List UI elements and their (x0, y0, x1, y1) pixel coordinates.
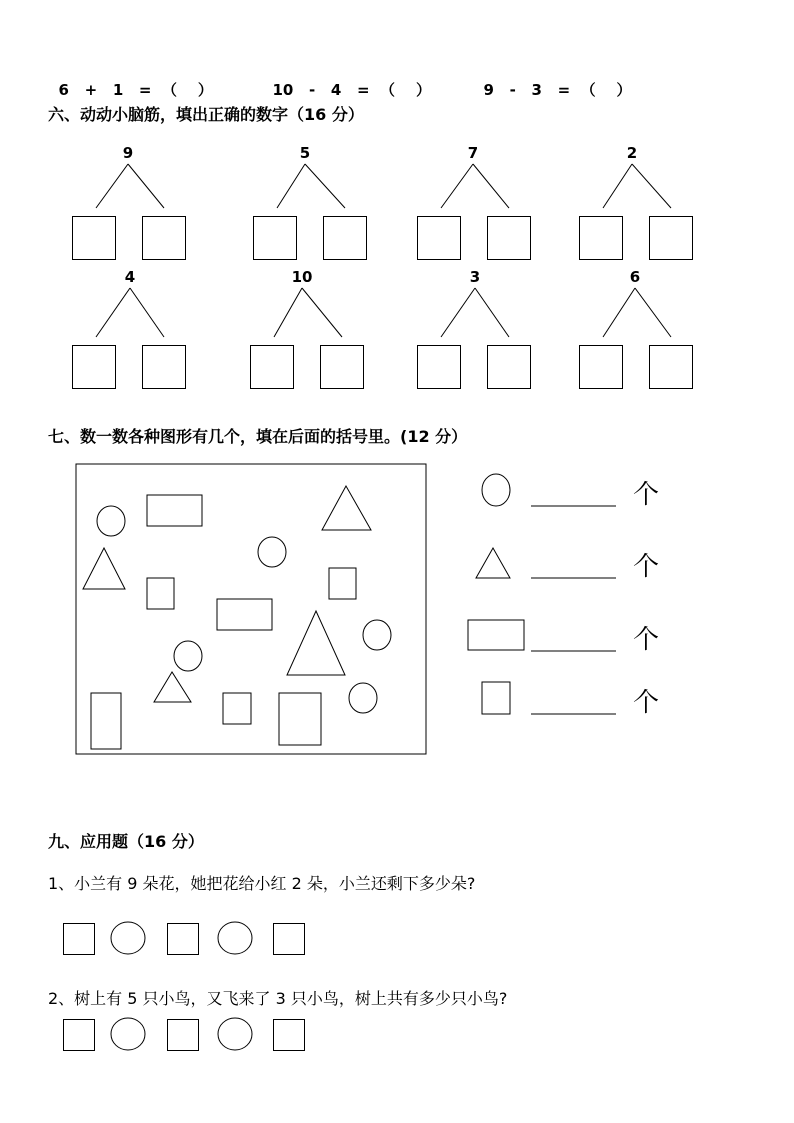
paren-open: （ (380, 81, 396, 99)
answer-box[interactable] (273, 1019, 305, 1051)
rectangle-shape (91, 693, 121, 749)
answer-box[interactable] (63, 923, 95, 955)
operand: 6 (58, 81, 69, 99)
circle-legend-icon (482, 474, 510, 506)
rectangle-shape (217, 599, 272, 630)
bond-top-number: 10 (291, 268, 313, 286)
operator: - (509, 81, 516, 99)
section-6-title: 六、动动小脑筋，填出正确的数字（16 分） (48, 105, 364, 124)
bond-top-number: 6 (629, 268, 641, 286)
square-shape (223, 693, 251, 724)
circle-shape (97, 506, 125, 536)
operator-circle[interactable] (110, 921, 150, 957)
operand: 3 (531, 81, 542, 99)
triangle-shape (287, 611, 345, 675)
unit-label: 个 (633, 552, 660, 582)
square-shape (329, 568, 356, 599)
unit-label: 个 (633, 480, 660, 510)
square-legend-icon (482, 682, 510, 714)
answer-box[interactable] (167, 923, 199, 955)
operand: 4 (330, 81, 342, 99)
paren-open: （ (161, 81, 177, 99)
circle-shape (349, 683, 377, 713)
operator-circle[interactable] (217, 921, 257, 957)
square-shape (147, 578, 174, 609)
answer-box[interactable] (273, 923, 305, 955)
operator-circle[interactable] (110, 1017, 150, 1053)
circle-shape (363, 620, 391, 650)
question-2: 2、树上有 5 只小鸟，又飞来了 3 只小鸟，树上共有多少只小鸟? (48, 989, 508, 1008)
rectangle-shape (147, 495, 202, 526)
bond-top-number: 5 (299, 144, 311, 162)
triangle-shape (322, 486, 371, 530)
operand: 1 (112, 81, 124, 99)
operand: 9 (483, 81, 494, 99)
unit-label: 个 (633, 688, 660, 718)
triangle-shape (154, 672, 191, 702)
unit-label: 个 (633, 625, 660, 655)
triangle-legend-icon (476, 548, 510, 578)
operator-circle[interactable] (217, 1017, 257, 1053)
operator: + (84, 81, 98, 99)
question-1: 1、小兰有 9 朵花，她把花给小红 2 朵，小兰还剩下多少朵? (48, 874, 476, 893)
circle-shape (258, 537, 286, 567)
bond-top-number: 7 (467, 144, 479, 162)
paren-open: （ (580, 81, 596, 99)
bond-top-number: 2 (626, 144, 638, 162)
answer-box[interactable] (63, 1019, 95, 1051)
bond-top-number: 4 (124, 268, 136, 286)
answer-box[interactable] (167, 1019, 199, 1051)
operand: 10 (272, 81, 294, 99)
bond-top-number: 9 (122, 144, 134, 162)
rectangle-shape (279, 693, 321, 745)
section-9-title: 九、应用题（16 分） (48, 832, 204, 851)
operator: - (309, 81, 316, 99)
section-7-title: 七、数一数各种图形有几个，填在后面的括号里。(12 分） (48, 427, 468, 446)
triangle-shape (83, 548, 125, 589)
circle-shape (174, 641, 202, 671)
paren-close: ） (197, 81, 213, 99)
rectangle-legend-icon (468, 620, 524, 650)
bond-top-number: 3 (469, 268, 481, 286)
equals-sign: = (138, 81, 152, 99)
paren-close: ） (616, 81, 632, 99)
paren-close: ） (415, 81, 431, 99)
equals-sign: = (557, 81, 571, 99)
equals-sign: = (357, 81, 370, 99)
